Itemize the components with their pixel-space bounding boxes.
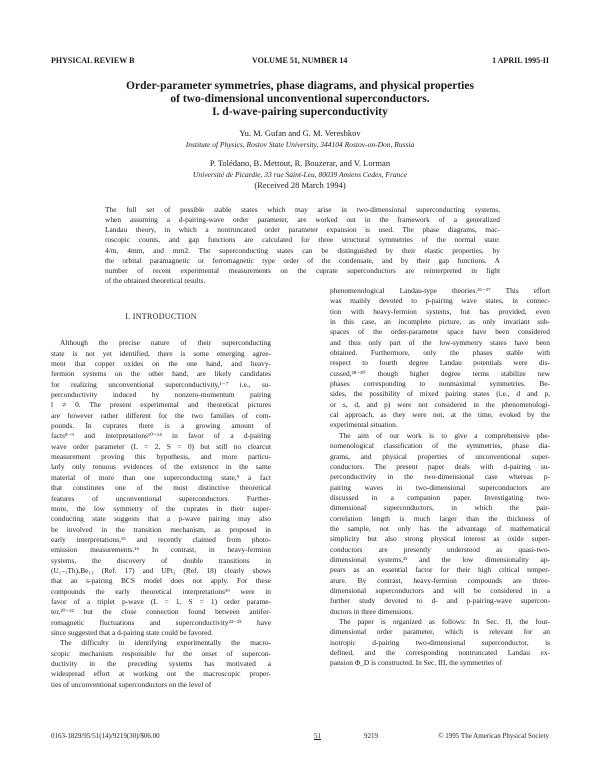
page-footer xyxy=(0,732,600,746)
body-text-line: was mainly devoted to p-pairing wave states, in connec- xyxy=(330,296,550,306)
article-code: 0163-1829/95/51(14)/9219(30)/$06.00 xyxy=(51,732,160,740)
body-text-line: simplicity but also strong physical interest as oxide super- xyxy=(330,534,550,544)
body-text-line: romagnetic fluctuations and superconductivity²³⁻²⁵ have xyxy=(51,617,271,627)
body-text-line: discussed in a companion paper. Investigating two- xyxy=(330,492,550,502)
body-text-line: phenomenological Landau-type theories.²⁶⁻²⁷ This effort xyxy=(330,286,550,295)
body-text-line: scopic mechanism responsible for the onset of supercon- xyxy=(51,648,271,658)
body-text-line: ter,²⁰⁻²² but the close connection found between antifer- xyxy=(51,607,271,617)
body-text-line: the sample, not only has the advantage of mathematical xyxy=(330,523,550,533)
running-header xyxy=(0,56,600,70)
body-text-line: state is not yet identified, there is some emerging agree- xyxy=(51,348,271,358)
abstract-line: of the obtained theoretical results. xyxy=(105,276,206,286)
abstract-line: the orbital paramagnetic or ferromagnetic type order of the condensate, and by their gap functions. A xyxy=(105,255,500,265)
body-text-line: tion with heavy-fermion systems, but has provided, even xyxy=(330,306,550,316)
body-text-line: ties of unconventional superconductors on the level of xyxy=(51,679,212,689)
copyright: © 1995 The American Physical Society xyxy=(438,732,549,740)
body-text-line: that an s-pairing BCS model does not apply. For these xyxy=(51,576,271,586)
left-column xyxy=(51,290,271,690)
body-text-line: systems, the discovery of double transitions in xyxy=(51,555,271,565)
right-column xyxy=(330,286,550,669)
body-text-line: wave order parameter (L = 2, S = 0) but still no clearcut xyxy=(51,441,271,451)
title-line: of two-dimensional unconventional superconductors. xyxy=(170,93,430,105)
body-text-line: dimensional superconductors and will be considered in a xyxy=(330,585,550,595)
body-text-line: ductors in three dimensions. xyxy=(330,606,414,616)
body-text-line: be involved in the transition mechanism, as proposed in xyxy=(51,524,271,534)
body-text-line: obtained. Furthermore, only the phases stable with xyxy=(330,348,550,358)
volume-number: VOLUME 51, NUMBER 14 xyxy=(252,56,348,65)
author-group-1: Yu. M. Gufan and G. M. Vereshkov xyxy=(239,128,361,138)
author-group-2: P. Tolédano, B. Mettout, R. Bouzerar, and V. Lorman xyxy=(209,158,391,168)
affiliation-2: Université de Picardie, 33 rue Saint-Leu, 80039 Amiens Cedex, France xyxy=(192,170,408,179)
body-text-line: nomenological classification of the symmetries, phase dia- xyxy=(330,441,550,451)
body-text-line: dimensional order parameter, which is relevant for an xyxy=(330,627,550,637)
abstract-line: The full set of possible stable states which may arise in two-dimensional superconducting systems, xyxy=(105,205,500,214)
body-text-line: correlation length is much larger than the thickness of xyxy=(330,513,550,523)
body-text-line: sides, the possibility of mixed pairing states (i.e., d and p, xyxy=(330,389,550,399)
body-text-line: emission measurements.¹⁶ In contrast, in heavy-fermion xyxy=(51,545,271,555)
body-text-line: are however rather different for the two families of com- xyxy=(51,410,271,420)
body-text-line: favor of a triplet p-wave (L = 1, S = 1) order parame- xyxy=(51,596,271,606)
body-text-line: The difficulty in identifying experimentally the macro- xyxy=(60,638,271,648)
body-text-line: larly only tenuous evidences of the existence in the same xyxy=(51,462,271,472)
issue-date: 1 APRIL 1995-II xyxy=(492,56,549,65)
body-text-line: widespread effort at working out the macroscopic proper- xyxy=(51,669,271,679)
body-text-line: spaces of the order-parameter space have been considered xyxy=(330,327,550,337)
paper-title xyxy=(60,80,540,119)
body-text-line: ductivity in the preceding systems has motivated a xyxy=(51,659,271,668)
body-text-line: The aim of our work is to give a comprehensive phe- xyxy=(339,430,550,440)
title-line: I. d-wave-pairing superconductivity xyxy=(212,106,388,118)
body-text-line: conducting state suggests that a p-wave pairing may also xyxy=(51,514,271,524)
abstract-line: number of recent experimental measurements on the cuprate superconductors are reinterpreted in light xyxy=(105,265,500,275)
abstract-line: 4/m, 4mm, and mm2. The superconducting states can be distinguished by their elastic properties, by xyxy=(105,245,500,255)
body-text-line: that constitutes one of the most distinctive theoretical xyxy=(51,483,271,493)
body-text-line: pears as an essential factor for their high critical temper- xyxy=(330,565,550,575)
body-text-line: experimental situation. xyxy=(330,420,398,430)
body-text-line: perconductivity in the two-dimensional case whereas p- xyxy=(330,472,550,482)
body-text-line: conductors are presently understood as quasi-two- xyxy=(330,544,550,554)
journal-volume: 51 xyxy=(314,732,321,740)
body-text-line: defined, and the corresponding nontruncated Landau ex- xyxy=(330,648,550,658)
abstract xyxy=(105,205,500,286)
body-text-line: features of unconventional superconductors. Further- xyxy=(51,493,271,503)
abstract-line: roscopic counts, and gap functions are calculated for three structural symmetries of the normal state: xyxy=(105,235,500,245)
section-heading: I. INTRODUCTION xyxy=(125,312,197,321)
body-text-line: material of more than one superconducting state,⁹ a fact xyxy=(51,472,271,482)
body-text-line: or s, d, and p) were not considered in the phenomenologi- xyxy=(330,399,550,409)
body-text-line: pounds. In cuprates there is a growing amount of xyxy=(51,421,271,431)
body-text-line: (U₁₋ₓTh)ₓBe₁₃ (Ref. 17) and UPt₃ (Ref. 18) clearly shows xyxy=(51,565,271,575)
body-text-line: in this case, an incomplete picture, as only invariant sub- xyxy=(330,317,550,327)
body-text-line: cussed,²⁸⁻³⁰ though higher degree terms stabilize new xyxy=(330,368,550,378)
body-text-line: respect to fourth degree Landau potentials were dis- xyxy=(330,358,550,368)
body-text-line: facts⁸⁻⁹ and interpretations¹⁰⁻¹⁴ in favor of a d-pairing xyxy=(51,431,271,441)
body-text-line: more, the low symmetry of the cuprates in their super- xyxy=(51,503,271,513)
body-text-line: The paper is organized as follows: In Sec. II, the four- xyxy=(339,617,550,626)
body-text-line: grams, and physical properties of unconventional super- xyxy=(330,451,550,461)
abstract-line: when assuming a d-pairing-wave order parameter, are worked out in the framework of a generalized xyxy=(105,215,500,225)
affiliation-1: Institute of Physics, Rostov State University, 344104 Rostov-on-Don, Russia xyxy=(185,140,415,149)
page-number: 9219 xyxy=(364,732,378,740)
body-text-line: conductors. The present paper deals with d-pairing su- xyxy=(330,461,550,471)
title-line: Order-parameter symmetries, phase diagrams, and physical properties xyxy=(126,80,474,92)
abstract-line: Landau theory, in which a nontruncated order parameter expansion is used. The phase diagrams, mac- xyxy=(105,225,500,235)
body-text-line: dimensional systems,³¹ and the low dimensionality ap- xyxy=(330,554,550,564)
body-text-line: cal approach, as they were not, at the time, evoked by the xyxy=(330,410,550,420)
body-text-line: perconductivity induced by nonzero-momentum pairing xyxy=(51,390,271,400)
body-text-line: for realizing unconventional superconductivity,¹⁻⁷ i.e., su- xyxy=(51,379,271,389)
body-text-line: l ≠ 0. The present experimental and theoretical pictures xyxy=(51,400,271,410)
journal-name: PHYSICAL REVIEW B xyxy=(51,56,135,65)
body-text-line: pansion Φ_D is constructed. In Sec. III, the symmetries of xyxy=(330,658,503,668)
body-text-line: measurement proving this hypothesis, and more particu- xyxy=(51,452,271,462)
body-text-line: isotropic d-pairing two-dimensional superconductor, is xyxy=(330,637,550,647)
body-text-line: pairing waves in two-dimensional superconductors are xyxy=(330,482,550,492)
body-text-line: dimensional superconductors, in which the pair- xyxy=(330,503,550,513)
body-text-line: ature. By contrast, heavy-fermion compounds are three- xyxy=(330,575,550,585)
body-text-line: ment that copper oxides on the one hand, and heavy- xyxy=(51,359,271,369)
received-date: (Received 28 March 1994) xyxy=(254,180,346,190)
body-text-line: phases corresponding to nonmaximal symmetries. Be- xyxy=(330,379,550,389)
body-text-line: and thus only part of the low-symmetry states have been xyxy=(330,337,550,347)
body-text-line: compounds the early theoretical interpretations¹⁹ were in xyxy=(51,586,271,596)
body-text-line: since suggested that a d-pairing state could be favored. xyxy=(51,627,213,637)
body-text-line: early interpretations,¹⁵ and recently claimed from photo- xyxy=(51,534,271,544)
body-text-line: further study devoted to d- and p-pairing-wave supercon- xyxy=(330,596,550,606)
body-text-line: Although the precise nature of their superconducting xyxy=(60,338,271,348)
body-text-line: fermion systems on the other hand, are likely candidates xyxy=(51,369,271,379)
author-block xyxy=(60,128,540,191)
